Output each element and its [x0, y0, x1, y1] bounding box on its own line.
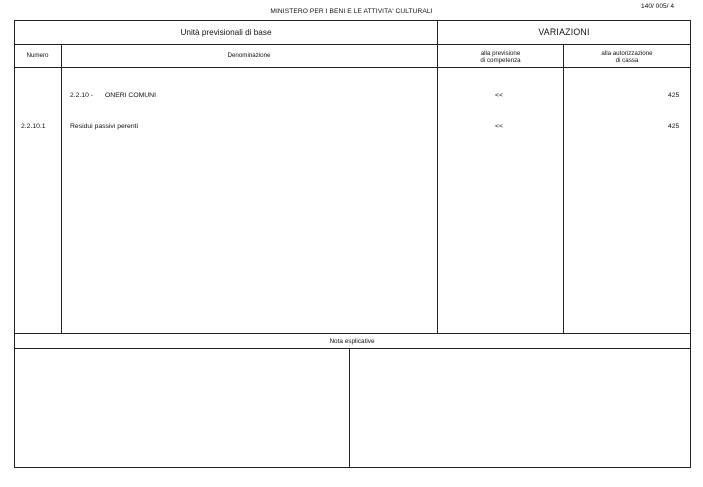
column-header-denominazione: Denominazione	[227, 52, 271, 59]
column-header-previsione-line1: alla previsione	[480, 50, 521, 57]
page-code: 140/ 005/ 4	[641, 3, 674, 10]
row-previsione: <<	[495, 123, 503, 130]
column-header-cassa	[564, 50, 690, 65]
row-numero: 2.2.10.1	[21, 123, 46, 130]
column-header-previsione-line2: di competenza	[480, 57, 521, 65]
column-header-cassa-line2: di cassa	[615, 57, 639, 65]
notes-left-box	[15, 349, 349, 467]
column-header-previsione	[438, 50, 563, 65]
column-header-numero: Numero	[26, 52, 49, 59]
column-header-cassa-line1: alla autorizzazione	[601, 50, 653, 57]
upb-title: Unità previsionali di base	[180, 28, 272, 37]
ministry-header: MINISTERO PER I BENI E LE ATTIVITA' CULTURALI	[270, 8, 433, 15]
row-cassa: 425	[668, 123, 680, 130]
row-denominazione: ONERI COMUNI	[105, 92, 156, 99]
row-denominazione: Residui passivi perenti	[70, 123, 139, 130]
row-cassa: 425	[668, 92, 680, 99]
notes-title: Nota esplicative	[329, 338, 375, 345]
row-previsione: <<	[495, 92, 503, 99]
notes-right-box	[350, 349, 690, 467]
row-code: 2.2.10 -	[70, 92, 94, 99]
variazioni-title: VARIAZIONI	[538, 27, 590, 37]
